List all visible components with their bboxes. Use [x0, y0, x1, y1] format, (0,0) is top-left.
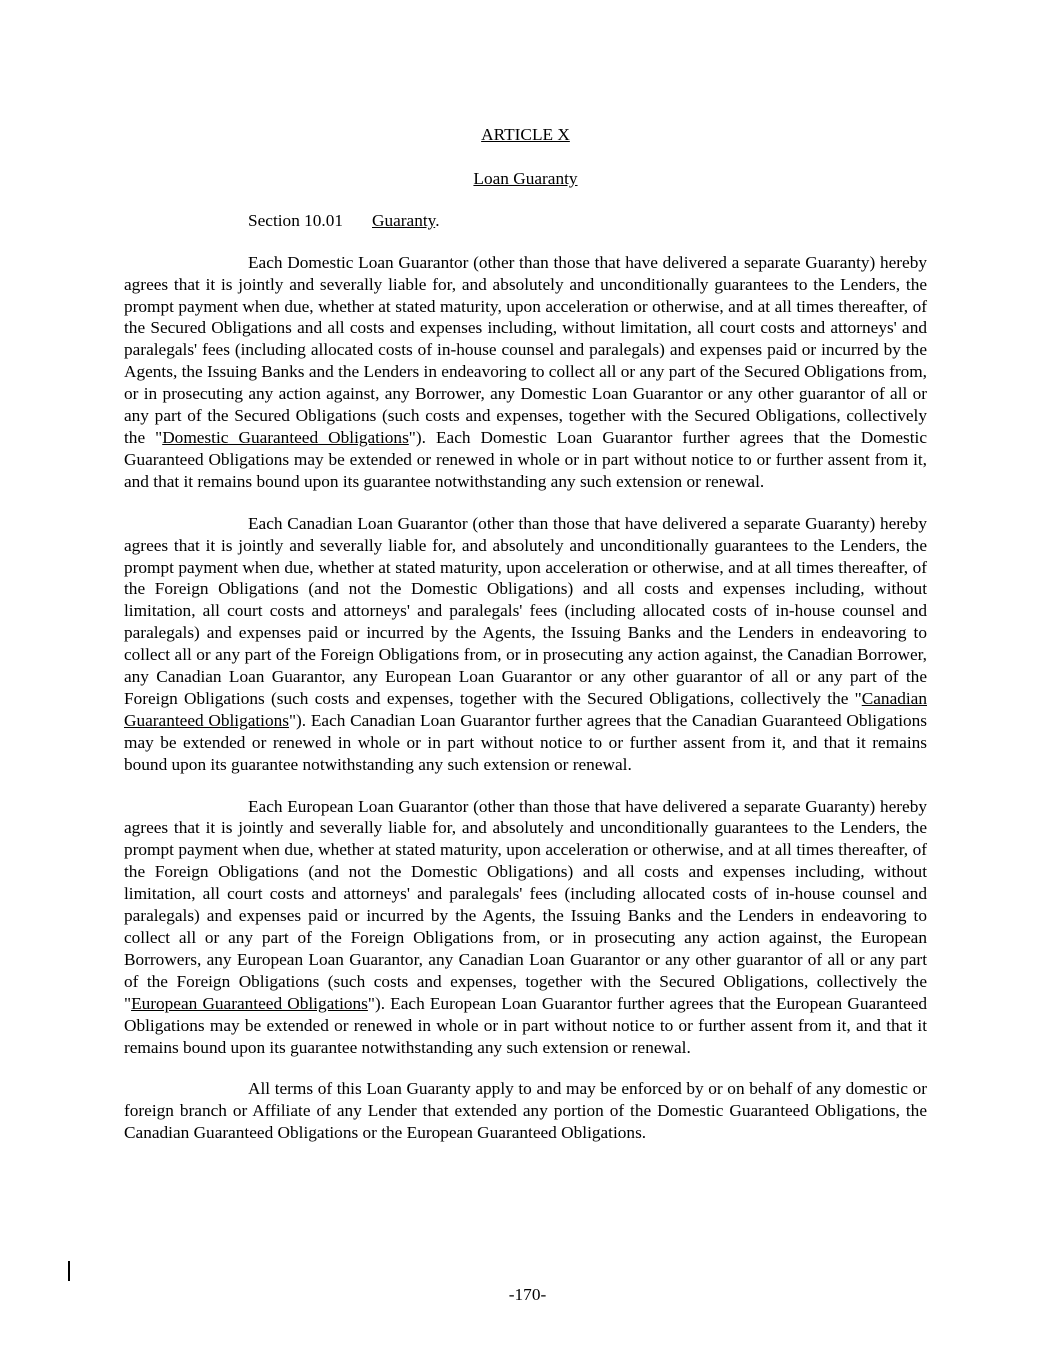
paragraph-canadian-guaranty — [124, 513, 927, 776]
section-title: Guaranty — [372, 210, 436, 230]
defined-term: Canadian Guaranteed Obligations — [124, 688, 927, 730]
paragraph-text: Each Canadian Loan Guarantor (other than those that have delivered a separate Guaranty) hereby agrees that it is jointly and severally liable for, and absolutely and unconditionally guarantees to the Lenders, the prompt payment when due, whether at stated maturity, upon acceleration or otherwise, and at all times thereafter, of the Foreign Obligations (and not the Domestic Obligations) and all costs and expenses including, without limitation, all court costs and attorneys' and paralegals' fees (including allocated costs of in-house counsel and paralegals) and expenses paid or incurred by the Agents, the Issuing Banks and the Lenders in endeavoring to collect all or any part of the Foreign Obligations from, or in prosecuting any action against, the Canadian Borrower, any Canadian Loan Guarantor, any European Loan Guarantor or any other guarantor of all or any part of the Foreign Obligations (such costs and expenses, together with the Secured Obligations, collectively the " — [124, 513, 927, 708]
defined-term: European Guaranteed Obligations — [131, 993, 368, 1013]
section-heading — [124, 210, 927, 232]
article-heading — [124, 124, 927, 146]
article-title: ARTICLE X — [481, 125, 570, 144]
defined-term: Domestic Guaranteed Obligations — [162, 427, 409, 447]
paragraph-enforcement — [124, 1078, 927, 1144]
section-number: Section 10.01 — [248, 210, 344, 230]
paragraph-text: Each European Loan Guarantor (other than those that have delivered a separate Guaranty) hereby agrees that it is jointly and severally liable for, and absolutely and unconditionally guarantees to the Lenders, the prompt payment when due, whether at stated maturity, upon acceleration or otherwise, and at all times thereafter, of the Foreign Obligations (and not the Domestic Obligations) and all costs and expenses including, without limitation, all court costs and attorneys' and paralegals' fees (including allocated costs of in-house counsel and paralegals) and expenses paid or incurred by the Agents, the Issuing Banks and the Lenders in endeavoring to collect all or any part of the Foreign Obligations from, or in prosecuting any action against, the European Borrowers, any European Loan Guarantor, any Canadian Loan Guarantor or any other guarantor of all or any part of the Foreign Obligations (such costs and expenses, together with the Secured Obligations, collectively the " — [124, 796, 927, 1013]
document-page — [124, 124, 927, 1144]
article-subtitle: Loan Guaranty — [473, 168, 578, 188]
paragraph-text: "). Each European Loan Guarantor further agrees that the European Guaranteed Obligations may be extended or renewed in whole or in part without notice to or further assent from it, and that it remains bound upon its guarantee notwithstanding any such extension or renewal. — [124, 993, 927, 1057]
paragraph-text: All terms of this Loan Guaranty apply to and may be enforced by or on behalf of any domestic or foreign branch or Affiliate of any Lender that extended any portion of the Domestic Guaranteed Obligations, the Canadian Guaranteed Obligations or the European Guaranteed Obligations. — [124, 1079, 927, 1143]
revision-change-bar — [68, 1261, 70, 1281]
paragraph-european-guaranty — [124, 796, 927, 1059]
section-title-punct: . — [435, 210, 440, 230]
paragraph-domestic-guaranty — [124, 252, 927, 493]
paragraph-text: Each Domestic Loan Guarantor (other than those that have delivered a separate Guaranty) hereby agrees that it is jointly and severally liable for, and absolutely and unconditionally guarantees to the Lenders, the prompt payment when due, whether at stated maturity, upon acceleration or otherwise, and at all times thereafter, of the Secured Obligations and all costs and expenses including, without limitation, all court costs and attorneys' and paralegals' fees (including allocated costs of in-house counsel and paralegals) and expenses paid or incurred by the Agents, the Issuing Banks and the Lenders in endeavoring to collect all or any part of the Secured Obligations from, or in prosecuting any action against, any Borrower, any Domestic Loan Guarantor or any other guarantor of all or any part of the Secured Obligations (such costs and expenses, together with the Secured Obligations, collectively the " — [124, 252, 927, 447]
paragraph-text: "). Each Domestic Loan Guarantor further agrees that the Domestic Guaranteed Obligations may be extended or renewed in whole or in part without notice to or further assent from it, and that it remains bound upon its guarantee notwithstanding any such extension or renewal. — [124, 427, 927, 491]
page-number: -170- — [508, 1285, 547, 1304]
article-subheading — [124, 168, 927, 190]
paragraph-text: "). Each Canadian Loan Guarantor further agrees that the Canadian Guaranteed Obligations may be extended or renewed in whole or in part without notice to or further assent from it, and that it remains bound upon its guarantee notwithstanding any such extension or renewal. — [124, 710, 927, 774]
